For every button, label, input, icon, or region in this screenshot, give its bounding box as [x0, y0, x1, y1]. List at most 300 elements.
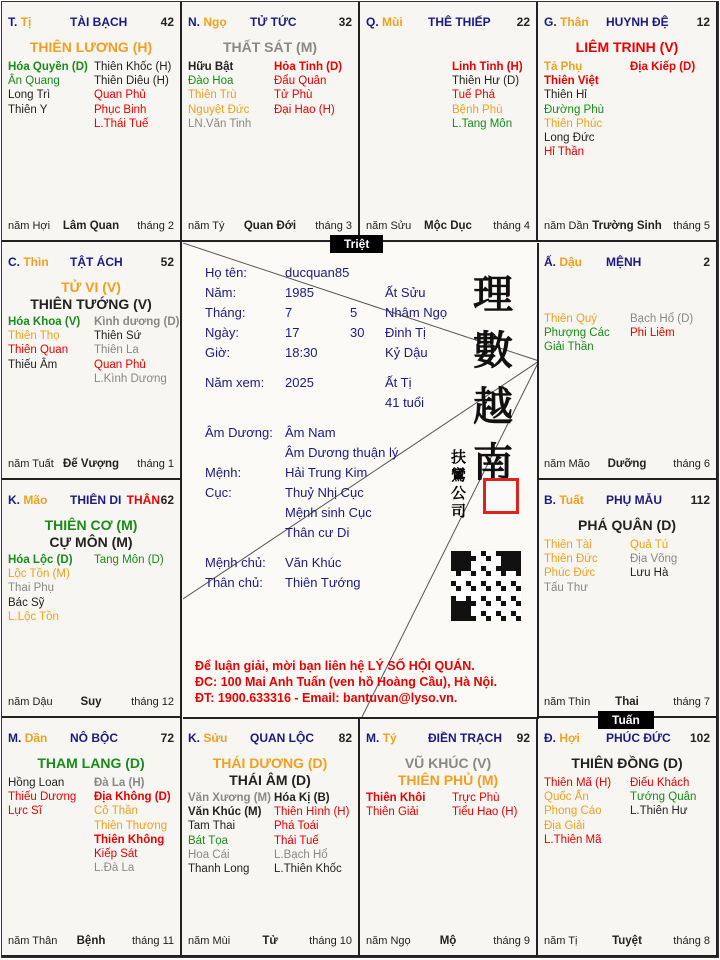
info-canchi-ngay: Đinh Tị	[385, 325, 426, 340]
contact-line1: Để luận giải, mời bạn liên hệ LÝ SỐ HỘI QUÁN.	[195, 659, 475, 673]
minor-stars-right	[274, 60, 342, 117]
minor-star: Thiên La	[94, 344, 139, 357]
minor-star: Quan Phủ	[94, 358, 146, 371]
minor-star: Đẩu Quân	[274, 75, 327, 88]
palace-header	[8, 493, 174, 507]
palace-chi: Ngọ	[203, 15, 227, 29]
palace-name: TÀI BẠCH	[70, 15, 128, 29]
main-star: PHÁ QUÂN (D)	[578, 517, 676, 533]
minor-stars-left	[366, 791, 425, 819]
palace-footer	[366, 935, 530, 949]
year-label: năm Tuất	[8, 458, 54, 470]
minor-star: Phong Cáo	[544, 805, 602, 818]
palace-hoi	[538, 718, 718, 957]
minor-star: L.Bạch Hổ	[274, 848, 328, 861]
info-value-menh-sinh-cuc: Mệnh sinh Cục	[285, 505, 372, 520]
truong-sinh: Tử	[262, 935, 278, 947]
info-label-nam_xem: Năm xem:	[205, 375, 265, 390]
minor-star: L.Thiên Mã	[544, 833, 602, 846]
qr-module	[471, 556, 476, 561]
truong-sinh: Mộ	[439, 935, 457, 947]
main-star: THÁI DƯƠNG (D)	[212, 755, 328, 771]
truong-sinh: Quan Đới	[243, 220, 297, 232]
palace-header	[188, 731, 352, 745]
main-star: THIÊN LƯƠNG (H)	[29, 39, 153, 55]
info-value-cuc: Thuỷ Nhị Cục	[285, 485, 364, 500]
minor-star: Thiên Việt	[544, 75, 599, 88]
main-star: THẤT SÁT (M)	[222, 39, 318, 55]
minor-star: Đà La (H)	[94, 777, 145, 789]
info-lunar-thang: 5	[350, 305, 358, 320]
year-label: năm Hợi	[8, 220, 51, 232]
info-canchi-nam_xem: Ất Tị	[385, 375, 412, 390]
minor-star: Thiên Quý	[544, 313, 598, 325]
qr-module	[516, 601, 521, 606]
year-label: năm Dậu	[8, 696, 53, 708]
palace-footer	[544, 696, 710, 710]
minor-star: Hồng Loan	[8, 777, 65, 789]
minor-star: Hóa Kị (B)	[274, 792, 330, 804]
palace-age: 92	[516, 731, 530, 745]
minor-star: Thiên Giải	[366, 806, 419, 819]
month-label: tháng 6	[673, 458, 710, 470]
palace-header	[544, 255, 710, 269]
minor-star: Thiên Quan	[8, 344, 69, 357]
than-marker: THÂN	[126, 493, 160, 507]
month-label: tháng 4	[493, 220, 530, 232]
palace-age: 2	[703, 255, 710, 269]
info-value-nam: 1985	[285, 285, 314, 300]
palace-footer	[8, 220, 174, 234]
palace-name: PHÚC ĐỨC	[606, 731, 671, 745]
minor-star: Quan Phủ	[94, 89, 146, 102]
minor-star: Tử Phù	[274, 89, 313, 102]
palace-age: 82	[338, 731, 352, 745]
contact-line3: ĐT: 1900.633316 - Email: bantuvan@lyso.vn.	[195, 691, 458, 705]
palace-chi: Tuất	[559, 493, 584, 507]
qr-module	[471, 616, 476, 621]
qr-module	[486, 586, 491, 591]
info-value-amduong: Âm Nam	[285, 425, 336, 440]
palace-chi: Mùi	[382, 15, 403, 29]
minor-star: Hỏa Tinh (D)	[274, 61, 343, 73]
palace-chi: Thân	[560, 15, 589, 29]
minor-stars-right	[452, 60, 523, 131]
minor-star: Tiểu Hao (H)	[452, 806, 518, 819]
info-label-thang: Tháng:	[205, 305, 246, 320]
truong-sinh: Trường Sinh	[592, 220, 662, 232]
info-label-amduong: Âm Dương:	[205, 425, 273, 440]
info-label-menhchu: Mệnh chủ:	[205, 555, 266, 570]
palace-age: 72	[160, 731, 174, 745]
palace-header	[366, 15, 530, 29]
palace-tuat	[538, 480, 718, 718]
minor-star: Long Đức	[544, 132, 595, 145]
palace-header	[544, 731, 710, 745]
minor-star: Đào Hoa	[188, 75, 234, 88]
minor-star: L.Thiên Khốc	[274, 863, 342, 876]
minor-star: Văn Khúc (M)	[188, 806, 262, 819]
truong-sinh: Mộc Dục	[424, 220, 472, 232]
qr-module	[471, 601, 476, 606]
logo-side-text: 扶 鸞 公 司	[451, 448, 467, 520]
minor-star: Thiên Thọ	[8, 330, 60, 343]
palace-name: TỬ TỨC	[250, 15, 297, 29]
palace-can: K.	[188, 731, 200, 745]
palace-can: T.	[8, 15, 18, 29]
palace-chi: Mão	[23, 493, 48, 507]
minor-star: Hóa Lộc (D)	[8, 554, 73, 566]
info-label-menh: Mệnh:	[205, 465, 242, 480]
minor-star: Đại Hao (H)	[274, 103, 335, 116]
month-label: tháng 9	[493, 935, 530, 947]
minor-star: Hỉ Thần	[544, 146, 585, 159]
minor-star: Thiên Tài	[544, 539, 592, 551]
palace-footer	[544, 935, 710, 949]
triet-tag: Triệt	[330, 235, 383, 253]
qr-module	[486, 616, 491, 621]
minor-star: Tam Thai	[188, 820, 236, 833]
palace-can: Ấ.	[544, 255, 556, 269]
palace-can: M.	[8, 731, 22, 745]
minor-star: Quả Tú	[630, 539, 669, 551]
minor-star: Địa Võng	[630, 553, 678, 566]
minor-star: Thiên Diêu (H)	[94, 75, 169, 88]
qr-module	[501, 571, 506, 576]
palace-name: ĐIỀN TRẠCH	[428, 731, 502, 745]
palace-chi: Sửu	[203, 731, 228, 745]
qr-module	[486, 571, 491, 576]
palace-age: 112	[690, 493, 710, 507]
year-label: năm Tý	[188, 220, 225, 232]
qr-module	[486, 601, 491, 606]
year-label: năm Sửu	[366, 220, 412, 232]
palace-can: Đ.	[544, 731, 556, 745]
minor-star: Phúc Đức	[544, 567, 596, 580]
palace-can: B.	[544, 493, 556, 507]
main-star: CỰ MÔN (M)	[49, 534, 133, 550]
minor-star: L.Thái Tuế	[94, 117, 149, 130]
year-label: năm Thân	[8, 935, 58, 947]
qr-module	[486, 556, 491, 561]
palace-age: 62	[160, 493, 174, 507]
qr-module	[516, 586, 521, 591]
logo-char: 理	[473, 271, 513, 318]
minor-star: Kình dương (D)	[94, 316, 180, 328]
info-lunar-ngay: 30	[350, 325, 365, 340]
center-info-panel	[183, 243, 539, 719]
minor-star: Thiên Hư (D)	[452, 75, 520, 88]
minor-star: Hóa Khoa (V)	[8, 316, 81, 328]
palace-age: 42	[160, 15, 174, 29]
info-value-nam_xem: 2025	[285, 375, 314, 390]
month-label: tháng 3	[315, 220, 352, 232]
palace-name: THIÊN DI	[70, 493, 122, 507]
logo-char: 越	[473, 383, 513, 430]
minor-star: L.Thiên Hư	[630, 805, 688, 818]
main-star: THIÊN TƯỚNG (V)	[30, 296, 152, 312]
qr-module	[501, 586, 506, 591]
palace-can: Q.	[366, 15, 379, 29]
minor-star: Long Trì	[8, 89, 51, 102]
month-label: tháng 11	[131, 935, 174, 947]
palace-name: TẬT ÁCH	[70, 255, 123, 269]
minor-stars-right	[94, 553, 164, 567]
minor-star: Phi Liêm	[630, 327, 675, 340]
year-label: năm Ngọ	[366, 935, 411, 947]
minor-star: Phá Toái	[274, 820, 319, 833]
minor-star: Lưu Hà	[630, 567, 669, 580]
month-label: tháng 8	[673, 935, 710, 947]
palace-header	[8, 15, 174, 29]
minor-star: Hoa Cái	[188, 848, 230, 861]
minor-star: Văn Xương (M)	[188, 792, 271, 804]
logo-char: 南	[473, 439, 513, 486]
minor-star: L.Đà La	[94, 862, 135, 875]
palace-header	[188, 15, 352, 29]
qr-module	[516, 616, 521, 621]
minor-stars-right	[94, 315, 179, 386]
minor-stars-right	[630, 312, 693, 340]
minor-star: Địa Không (D)	[94, 791, 171, 804]
palace-chi: Hợi	[559, 731, 580, 745]
palace-age: 12	[696, 15, 710, 29]
palace-footer	[8, 458, 174, 472]
main-star: THIÊN ĐỒNG (D)	[571, 755, 683, 771]
palace-age: 102	[689, 731, 710, 745]
info-label-gio: Giờ:	[205, 345, 231, 360]
main-star: VŨ KHÚC (V)	[404, 755, 492, 771]
minor-star: L.Lộc Tồn	[8, 610, 59, 623]
minor-stars-left	[188, 60, 251, 131]
minor-stars-left	[544, 312, 610, 355]
minor-star: Bệnh Phù	[452, 103, 503, 116]
minor-star: Thiên Phúc	[544, 117, 603, 130]
palace-chi: Tị	[20, 15, 32, 29]
month-label: tháng 2	[137, 220, 174, 232]
palace-name: MỆNH	[606, 255, 642, 269]
minor-star: LN.Văn Tinh	[188, 117, 252, 130]
qr-module	[501, 601, 506, 606]
main-star: TỬ VI (V)	[61, 279, 121, 295]
minor-star: Thai Phụ	[8, 582, 55, 595]
minor-star: L.Tang Môn	[452, 117, 513, 130]
qr-module	[516, 571, 521, 576]
info-label-ngay: Ngày:	[205, 325, 239, 340]
truong-sinh: Suy	[80, 696, 102, 708]
palace-than_top	[538, 2, 718, 242]
minor-star: Thiên Thương	[94, 819, 168, 832]
month-label: tháng 1	[137, 458, 174, 470]
minor-star: Cô Thần	[94, 805, 138, 818]
palace-footer	[544, 220, 710, 234]
minor-star: Hữu Bật	[188, 61, 234, 73]
palace-chi: Dần	[24, 731, 48, 745]
palace-ty_bottom	[360, 718, 538, 957]
minor-star: Kiếp Sát	[94, 848, 138, 861]
minor-star: Trực Phù	[452, 792, 500, 804]
minor-star: Thiên Hình (H)	[274, 806, 350, 819]
truong-sinh: Thai	[615, 696, 639, 708]
palace-name: NÔ BỘC	[70, 731, 118, 745]
info-value-menh: Hải Trung Kim	[285, 465, 368, 480]
minor-star: Đường Phù	[544, 103, 604, 116]
palace-ty_top	[2, 2, 182, 242]
palace-dau	[538, 242, 718, 480]
palace-header	[8, 255, 174, 269]
palace-footer	[8, 696, 174, 710]
minor-star: Thiên Đức	[544, 553, 598, 566]
info-label-nam: Năm:	[205, 285, 237, 300]
palace-name: QUAN LỘC	[250, 731, 314, 745]
minor-star: Tấu Thư	[544, 581, 588, 594]
palace-chi: Tý	[382, 731, 397, 745]
minor-star: Tả Phụ	[544, 61, 583, 73]
palace-header	[544, 493, 710, 507]
palace-chi: Thìn	[23, 255, 49, 269]
palace-mui	[360, 2, 538, 242]
info-value-thuanly: Âm Dương thuận lý	[285, 445, 399, 460]
minor-stars-left	[544, 776, 611, 847]
main-star: THIÊN PHỦ (M)	[397, 772, 499, 788]
minor-stars-right	[94, 60, 171, 131]
minor-star: Thiên Hỉ	[544, 89, 587, 102]
minor-star: Địa Giải	[544, 819, 585, 832]
minor-star: Bạch Hổ (D)	[630, 313, 694, 325]
minor-star: Tang Môn (D)	[94, 554, 164, 566]
month-label: tháng 5	[673, 220, 710, 232]
info-value-ho_ten: ducquan85	[285, 265, 350, 280]
minor-stars-left	[544, 538, 598, 595]
info-label-thanchu: Thân chủ:	[205, 575, 263, 590]
minor-star: Phục Binh	[94, 103, 147, 116]
palace-footer	[188, 220, 352, 234]
year-label: năm Dần	[544, 220, 589, 232]
palace-age: 52	[160, 255, 174, 269]
minor-star: Thanh Long	[188, 863, 250, 876]
minor-star: Quốc Ấn	[544, 791, 589, 804]
palace-can: N.	[188, 15, 200, 29]
palace-ngo	[182, 2, 360, 242]
month-label: tháng 7	[673, 696, 710, 708]
minor-star: Phượng Các	[544, 327, 610, 340]
minor-stars-left	[8, 553, 73, 624]
palace-header	[544, 15, 710, 29]
month-label: tháng 10	[309, 935, 352, 947]
year-label: năm Mùi	[188, 935, 231, 947]
minor-stars-left	[8, 315, 80, 372]
minor-star: Nguyệt Đức	[188, 103, 250, 116]
contact-line2: ĐC: 100 Mai Anh Tuấn (ven hồ Hoàng Cầu), Hà Nội.	[195, 675, 498, 689]
info-canchi-nam: Ất Sửu	[385, 285, 426, 300]
year-label: năm Mão	[544, 458, 590, 470]
year-label: năm Tị	[544, 935, 578, 947]
palace-name: THÊ THIẾP	[428, 15, 491, 29]
minor-star: Linh Tinh (H)	[452, 61, 523, 73]
minor-star: Lực Sĩ	[8, 805, 42, 818]
minor-stars-right	[452, 791, 517, 819]
palace-thin	[2, 242, 182, 480]
truong-sinh: Dưỡng	[607, 458, 647, 470]
minor-star: Thái Tuế	[274, 834, 319, 847]
minor-star: Hóa Quyền (D)	[8, 61, 88, 73]
minor-star: Lộc Tồn (M)	[8, 568, 70, 581]
minor-star: Thiên Khôi	[366, 792, 426, 804]
main-star: THAM LANG (D)	[37, 755, 145, 771]
minor-stars-right	[630, 538, 677, 581]
minor-star: Giải Thần	[544, 341, 594, 354]
qr-module	[471, 571, 476, 576]
minor-stars-right	[274, 791, 349, 876]
info-canchi-gio: Kỷ Dậu	[385, 345, 428, 360]
truong-sinh: Đế Vượng	[62, 458, 120, 470]
truong-sinh: Tuyệt	[612, 935, 642, 947]
main-star: THÁI ÂM (D)	[229, 772, 311, 788]
palace-footer	[544, 458, 710, 472]
minor-stars-right	[630, 60, 695, 74]
minor-star: Thiên Y	[8, 103, 48, 116]
palace-mao	[2, 480, 182, 718]
qr-module	[501, 616, 506, 621]
minor-star: Thiên Mã (H)	[544, 777, 612, 789]
minor-star: Thiên Không	[94, 833, 165, 846]
palace-age: 32	[338, 15, 352, 29]
main-star: LIÊM TRINH (V)	[575, 39, 679, 55]
info-label-ho_ten: Họ tên:	[205, 265, 247, 280]
tuan-tag: Tuấn	[598, 711, 654, 729]
palace-footer	[8, 935, 174, 949]
year-label: năm Thìn	[544, 696, 591, 708]
info-label-cuc: Cục:	[205, 485, 232, 500]
info-value-ngay: 17	[285, 325, 300, 340]
info-value-than-cu: Thân cư Di	[285, 525, 350, 540]
minor-star: Thiên Khốc (H)	[94, 61, 172, 73]
minor-star: Thiên Trù	[188, 89, 237, 102]
palace-can: M.	[366, 731, 380, 745]
minor-stars-right	[94, 776, 171, 875]
qr-module	[456, 586, 461, 591]
truong-sinh: Bệnh	[76, 935, 106, 947]
minor-stars-left	[8, 776, 76, 819]
palace-dan	[2, 718, 182, 957]
minor-stars-left	[544, 60, 604, 159]
minor-star: Bát Tọa	[188, 834, 229, 847]
minor-star: L.Kình Dương	[94, 372, 167, 385]
palace-age: 22	[516, 15, 530, 29]
info-value-thanchu: Thiên Tướng	[285, 575, 361, 590]
info-value-gio: 18:30	[285, 345, 318, 360]
palace-footer	[188, 935, 352, 949]
palace-name: HUYNH ĐỆ	[606, 15, 669, 29]
minor-star: Địa Kiếp (D)	[630, 61, 696, 73]
palace-can: K.	[8, 493, 20, 507]
palace-chi: Dậu	[559, 255, 583, 269]
minor-star: Ân Quang	[8, 75, 60, 88]
month-label: tháng 12	[131, 696, 174, 708]
palace-header	[366, 731, 530, 745]
palace-footer	[366, 220, 530, 234]
minor-stars-left	[8, 60, 88, 117]
minor-star: Thiếu Âm	[8, 358, 58, 371]
palace-name: PHỤ MẪU	[606, 493, 662, 507]
palace-header	[8, 731, 174, 745]
truong-sinh: Lâm Quan	[62, 220, 120, 232]
qr-code-icon	[451, 551, 521, 621]
minor-star: Thiếu Dương	[8, 791, 77, 804]
qr-module	[471, 586, 476, 591]
minor-star: Tuế Phá	[452, 89, 496, 102]
minor-stars-left	[188, 791, 271, 876]
